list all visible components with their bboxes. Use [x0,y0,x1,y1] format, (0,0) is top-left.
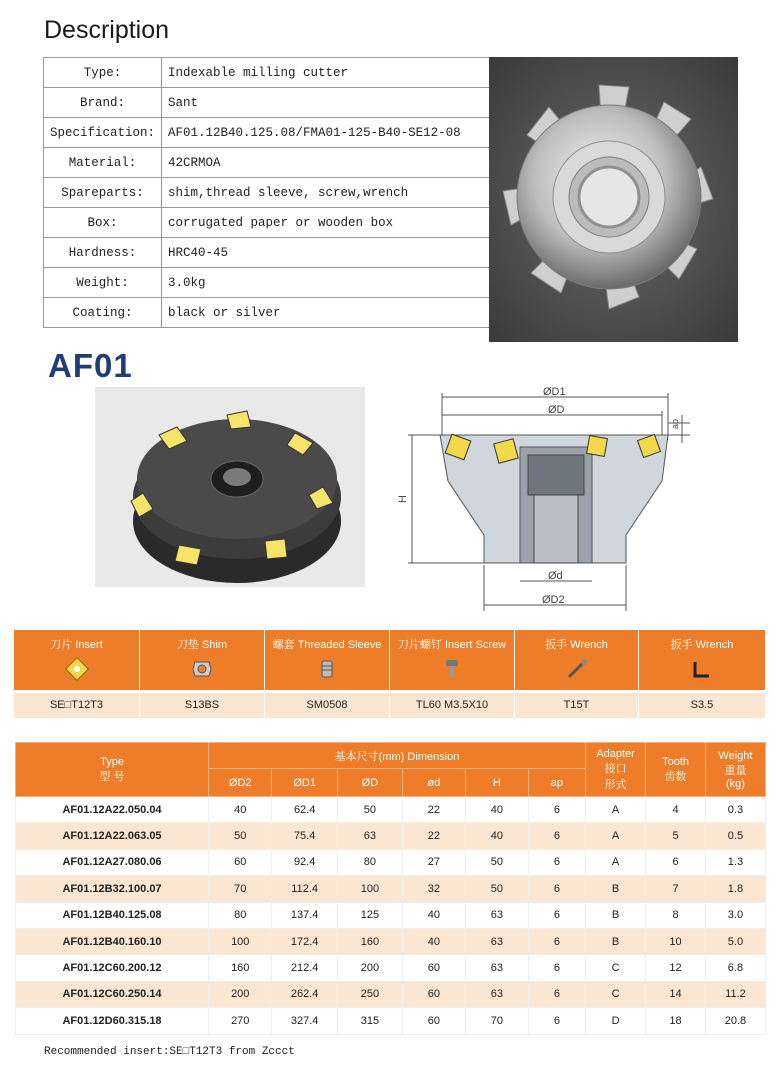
table-row [16,849,766,875]
table-cell: 200 [337,955,402,981]
table-cell: 315 [337,1008,402,1034]
dimension-column-header: H [465,769,528,797]
drawing-label-small-d: Ød [548,570,563,582]
table-cell: 63 [465,902,528,928]
table-cell: 20.8 [705,1008,765,1034]
model-title: AF01 [48,347,133,384]
part-header [390,630,515,690]
table-cell: 63 [465,928,528,954]
part-value: S3.5 [639,693,766,718]
spec-row [44,148,495,178]
page-title: Description [44,16,170,44]
spec-row [44,208,495,238]
table-cell: 6 [528,955,585,981]
table-cell: 6 [528,849,585,875]
table-cell: 6.8 [705,955,765,981]
table-cell: 70 [465,1008,528,1034]
table-row [16,928,766,954]
recommended-insert-note: Recommended insert:SE□T12T3 from Zccct [44,1046,295,1058]
table-cell: 50 [337,797,402,823]
table-cell: 327.4 [272,1008,337,1034]
dimension-column-header: ØD1 [272,769,337,797]
spec-key: Box: [44,208,162,238]
weight-header [705,743,765,797]
part-label: 螺套 Threaded Sleeve [272,639,382,651]
table-cell: 70 [209,876,272,902]
table-cell: 7 [646,876,706,902]
table-cell: 60 [402,955,465,981]
table-cell: 40 [402,902,465,928]
part-value: SE□T12T3 [14,693,140,718]
drawing-label-d: ØD [548,404,565,416]
table-cell: 1.3 [705,849,765,875]
table-cell: 1.8 [705,876,765,902]
type-header [16,743,209,797]
spare-parts-strip [14,630,766,719]
table-cell: B [585,902,645,928]
technical-drawing [397,385,690,613]
weight-header-en: Weight [718,749,753,762]
table-cell: 63 [465,981,528,1007]
dimension-table [15,742,766,1035]
part-header [140,630,265,690]
table-cell: 137.4 [272,902,337,928]
part-label: 刀垫 Shim [176,639,228,651]
table-cell: 6 [646,849,706,875]
table-cell: 12 [646,955,706,981]
model-code-cell: AF01.12A27.080.06 [16,849,209,875]
spec-key: Weight: [44,268,162,298]
spec-value: Indexable milling cutter [162,58,495,88]
table-cell: 8 [646,902,706,928]
tooth-header-cn: 齿数 [664,770,687,783]
spec-key: Spareparts: [44,178,162,208]
table-cell: 50 [209,823,272,849]
table-cell: 62.4 [272,797,337,823]
insert-icon [65,657,89,686]
drawing-label-h: H [397,495,409,503]
table-cell: 6 [528,823,585,849]
table-cell: 5 [646,823,706,849]
table-cell: 6 [528,1008,585,1034]
part-value: TL60 M3.5X10 [390,693,515,718]
table-cell: 32 [402,876,465,902]
table-cell: 4 [646,797,706,823]
spec-value: shim,thread sleeve, screw,wrench [162,178,495,208]
product-photo [489,57,738,342]
table-cell: 40 [465,797,528,823]
table-cell: 18 [646,1008,706,1034]
table-cell: 200 [209,981,272,1007]
table-cell: 112.4 [272,876,337,902]
spec-value: 42CRMOA [162,148,495,178]
table-cell: 6 [528,928,585,954]
spec-row [44,88,495,118]
spec-value: HRC40-45 [162,238,495,268]
part-header [515,630,639,690]
part-label: 扳手 Wrench [670,639,734,651]
spec-value: Sant [162,88,495,118]
table-cell: 6 [528,797,585,823]
spec-row [44,178,495,208]
table-cell: A [585,849,645,875]
table-cell: 5.0 [705,928,765,954]
table-cell: 160 [337,928,402,954]
adapter-header [585,743,645,797]
table-cell: 10 [646,928,706,954]
spec-key: Hardness: [44,238,162,268]
model-code-cell: AF01.12D60.315.18 [16,1008,209,1034]
spec-row [44,298,495,328]
table-cell: 80 [337,849,402,875]
table-cell: 6 [528,981,585,1007]
table-cell: 40 [402,928,465,954]
table-cell: 100 [337,876,402,902]
spec-row [44,58,495,88]
drawing-label-ap: ap [670,418,680,429]
table-row [16,1008,766,1034]
table-cell: 6 [528,876,585,902]
table-cell: 14 [646,981,706,1007]
part-label: 刀片 Insert [50,639,103,651]
table-cell: 11.2 [705,981,765,1007]
tooth-header-en: Tooth [662,755,689,768]
spec-value: black or silver [162,298,495,328]
dimension-header: 基本尺寸(mm) Dimension [209,743,586,769]
model-code-cell: AF01.12C60.250.14 [16,981,209,1007]
spec-row [44,268,495,298]
sleeve-icon [315,657,339,686]
table-cell: 60 [209,849,272,875]
table-cell: 22 [402,797,465,823]
table-cell: 212.4 [272,955,337,981]
table-cell: 125 [337,902,402,928]
cutter-render [95,387,365,587]
type-header-en: Type [100,755,124,768]
table-cell: 172.4 [272,928,337,954]
tooth-header [646,743,706,797]
table-cell: 6 [528,902,585,928]
model-code-cell: AF01.12A22.050.04 [16,797,209,823]
part-value: SM0508 [265,693,390,718]
dimension-column-header: ØD2 [209,769,272,797]
table-cell: 40 [465,823,528,849]
table-cell: 22 [402,823,465,849]
model-code-cell: AF01.12B32.100.07 [16,876,209,902]
table-cell: 27 [402,849,465,875]
spec-key: Material: [44,148,162,178]
shim-icon [190,657,214,686]
table-cell: 100 [209,928,272,954]
table-cell: 160 [209,955,272,981]
hex-key-icon [690,657,714,686]
table-cell: 262.4 [272,981,337,1007]
table-row [16,876,766,902]
table-cell: C [585,955,645,981]
table-cell: A [585,823,645,849]
table-cell: A [585,797,645,823]
table-row [16,823,766,849]
weight-header-cn: 重量 [724,764,747,777]
spec-row [44,118,495,148]
part-header [14,630,140,690]
part-label: 刀片螺钉 Insert Screw [397,639,507,651]
dimension-column-header: ap [528,769,585,797]
table-cell: 50 [465,876,528,902]
model-code-cell: AF01.12C60.200.12 [16,955,209,981]
table-cell: C [585,981,645,1007]
spec-key: Brand: [44,88,162,118]
table-cell: 0.3 [705,797,765,823]
table-cell: 63 [465,955,528,981]
table-cell: 92.4 [272,849,337,875]
part-label: 扳手 Wrench [545,639,608,651]
screw-icon [440,657,464,686]
table-cell: 80 [209,902,272,928]
table-cell: 50 [465,849,528,875]
table-row [16,902,766,928]
table-cell: 75.4 [272,823,337,849]
table-cell: 270 [209,1008,272,1034]
spec-key: Coating: [44,298,162,328]
weight-header-unit: (kg) [725,777,745,790]
table-cell: B [585,928,645,954]
dimension-column-header: ØD [337,769,402,797]
spec-table [43,57,495,328]
table-cell: 60 [402,1008,465,1034]
part-value: T15T [515,693,639,718]
part-header [265,630,390,690]
adapter-header-cn1: 接口 [604,762,627,775]
spec-row [44,238,495,268]
torx-wrench-icon [565,657,589,686]
spec-key: Type: [44,58,162,88]
table-cell: 63 [337,823,402,849]
table-row [16,955,766,981]
model-code-cell: AF01.12B40.125.08 [16,902,209,928]
table-row [16,981,766,1007]
part-value: S13BS [140,693,265,718]
table-cell: D [585,1008,645,1034]
table-cell: 60 [402,981,465,1007]
dimension-column-header: ød [402,769,465,797]
model-code-cell: AF01.12A22.063.05 [16,823,209,849]
spec-key: Specification: [44,118,162,148]
spec-value: AF01.12B40.125.08/FMA01-125-B40-SE12-08 [162,118,495,148]
table-cell: 3.0 [705,902,765,928]
table-cell: 250 [337,981,402,1007]
spec-value: 3.0kg [162,268,495,298]
part-header [639,630,766,690]
drawing-label-d2: ØD2 [542,594,565,606]
adapter-header-en: Adapter [596,747,635,760]
drawing-label-d1: ØD1 [543,386,566,398]
model-code-cell: AF01.12B40.160.10 [16,928,209,954]
table-cell: 0.5 [705,823,765,849]
type-header-cn: 型 号 [99,770,125,783]
spec-value: corrugated paper or wooden box [162,208,495,238]
table-cell: 40 [209,797,272,823]
table-cell: B [585,876,645,902]
adapter-header-cn2: 形式 [604,778,627,791]
table-row [16,797,766,823]
